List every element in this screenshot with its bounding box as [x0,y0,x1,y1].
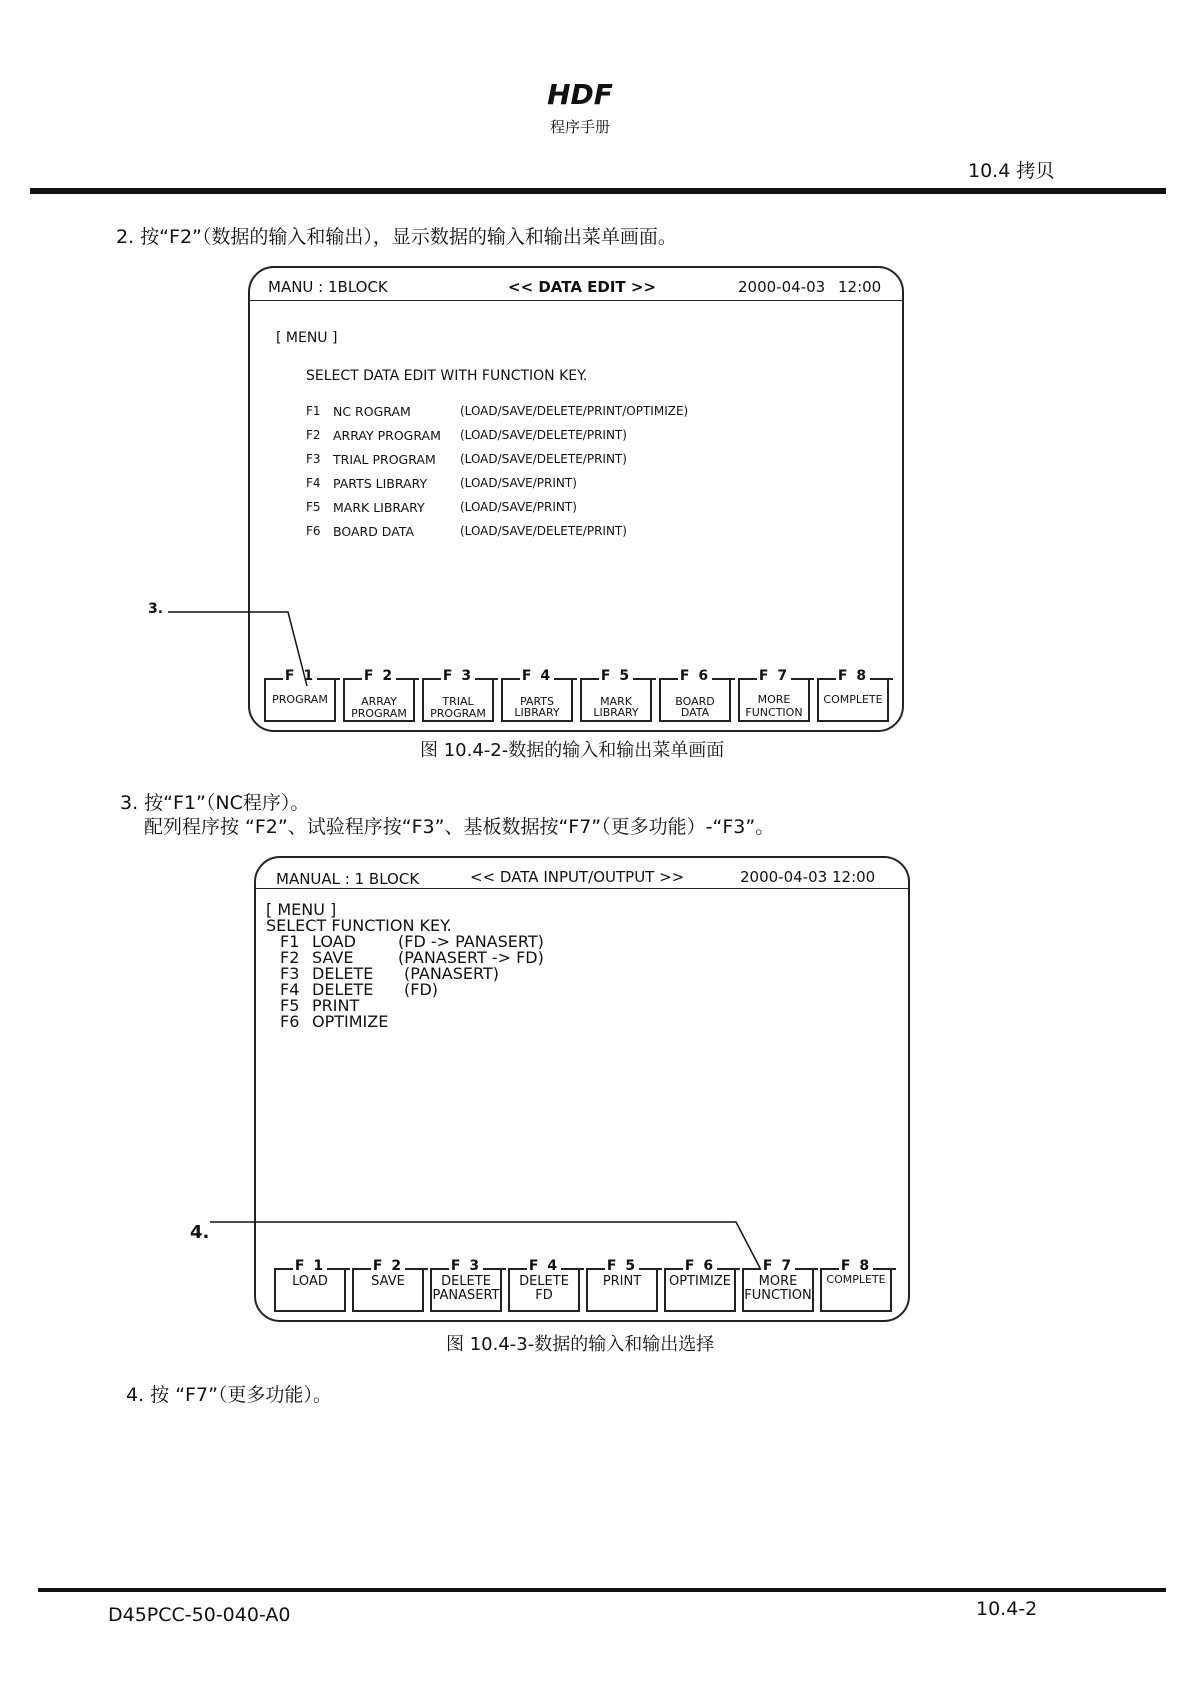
menu-prompt: SELECT FUNCTION KEY. [266,916,452,935]
fkey-name: F 4 [521,668,553,684]
fkey-name: F 6 [679,668,711,684]
manual-brand-title: HDF [547,78,613,111]
callout-3-leader [160,600,320,690]
screen-mode: MANUAL : 1 BLOCK [276,870,420,888]
fkey-name: F 5 [606,1258,638,1274]
menu-row: F1 NC ROGRAM (LOAD/SAVE/DELETE/PRINT/OPTIMIZE) [306,404,689,419]
screen-title: << DATA INPUT/OUTPUT >> [470,868,685,886]
fkey-name: F 1 [294,1258,326,1274]
section-reference: 10.4 拷贝 [968,160,1055,182]
menu-list [280,932,700,1031]
menu-row: F5 PRINT [280,996,360,1015]
step-3-text: 3. 按“F1”（NC程序）。 [120,792,310,814]
function-key-bar [264,668,894,722]
step-4-text: 4. 按 “F7”（更多功能）。 [126,1384,332,1406]
screen-time: 12:00 [832,868,876,886]
f1-load-key[interactable]: F 1 LOAD [274,1268,346,1312]
screen-mode: MANU : 1BLOCK [268,278,388,296]
header-rule [30,188,1166,194]
f3-delete-panasert-key[interactable]: F 3 DELETE PANASERT [430,1268,502,1312]
screen-title: << DATA EDIT >> [508,278,657,296]
menu-row: F3 DELETE (PANASERT) [280,964,499,983]
fkey-name: F 7 [758,668,790,684]
fkey-name: F 3 [450,1258,482,1274]
f5-mark-library-key[interactable]: F 5 MARK LIBRARY [580,678,652,722]
menu-row: F5 MARK LIBRARY (LOAD/SAVE/PRINT) [306,500,577,515]
f7-more-function-key[interactable]: F 7 MORE FUNCTION [742,1268,814,1312]
figure-caption-2: 图 10.4-3-数据的输入和输出选择 [446,1334,715,1355]
f8-complete-key[interactable]: F 8 COMPLETE [817,678,889,722]
fkey-name: F 8 [840,1258,872,1274]
screen-date: 2000-04-03 [738,278,826,296]
fkey-name: F 2 [363,668,395,684]
f3-trial-program-key[interactable]: F 3 TRIAL PROGRAM [422,678,494,722]
f7-more-function-key[interactable]: F 7 MORE FUNCTION [738,678,810,722]
fkey-name: F 5 [600,668,632,684]
callout-4-leader [206,1212,766,1272]
document-id: D45PCC-50-040-A0 [108,1604,291,1626]
function-key-bar [274,1258,902,1312]
menu-row: F6 OPTIMIZE [280,1012,389,1031]
menu-prompt: SELECT DATA EDIT WITH FUNCTION KEY. [306,368,588,384]
menu-row: F3 TRIAL PROGRAM (LOAD/SAVE/DELETE/PRINT) [306,452,627,467]
callout-4-label: 4. [190,1222,210,1243]
page-number: 10.4-2 [976,1598,1038,1620]
menu-list [306,404,866,548]
f1-program-key[interactable]: F 1 PROGRAM [264,678,336,722]
fkey-name: F 4 [528,1258,560,1274]
step-3-detail: 配列程序按 “F2”、试验程序按“F3”、基板数据按“F7”（更多功能）-“F3”。 [144,816,775,838]
f8-complete-key[interactable]: F 8 COMPLETE [820,1268,892,1312]
f6-optimize-key[interactable]: F 6 OPTIMIZE [664,1268,736,1312]
figure-caption-1: 图 10.4-2-数据的输入和输出菜单画面 [420,740,725,761]
fkey-name: F 8 [837,668,869,684]
f2-save-key[interactable]: F 2 SAVE [352,1268,424,1312]
f4-parts-library-key[interactable]: F 4 PARTS LIBRARY [501,678,573,722]
menu-row: F2 ARRAY PROGRAM (LOAD/SAVE/DELETE/PRINT) [306,428,627,443]
fkey-name: F 6 [684,1258,716,1274]
menu-row: F4 PARTS LIBRARY (LOAD/SAVE/PRINT) [306,476,577,491]
menu-row: F1 LOAD (FD -> PANASERT) [280,932,544,951]
f6-board-data-key[interactable]: F 6 BOARD DATA [659,678,731,722]
f2-array-program-key[interactable]: F 2 ARRAY PROGRAM [343,678,415,722]
f4-delete-fd-key[interactable]: F 4 DELETE FD [508,1268,580,1312]
menu-label: [ MENU ] [276,330,338,346]
callout-3-label: 3. [148,601,164,617]
fkey-name: F 2 [372,1258,404,1274]
footer-rule [38,1588,1166,1592]
fkey-name: F 1 [284,668,316,684]
screen-data-edit [248,266,904,732]
menu-row: F4 DELETE (FD) [280,980,439,999]
screen-date: 2000-04-03 [740,868,828,886]
fkey-name: F 7 [762,1258,794,1274]
screen-time: 12:00 [838,278,882,296]
step-2-text: 2. 按“F2”（数据的输入和输出），显示数据的输入和输出菜单画面。 [116,226,677,248]
f5-print-key[interactable]: F 5 PRINT [586,1268,658,1312]
menu-label: [ MENU ] [266,900,337,919]
menu-row: F6 BOARD DATA (LOAD/SAVE/DELETE/PRINT) [306,524,627,539]
manual-subtitle: 程序手册 [549,118,610,136]
fkey-name: F 3 [442,668,474,684]
menu-row: F2 SAVE (PANASERT -> FD) [280,948,544,967]
screen-header-bar [250,268,902,301]
screen-header-bar [256,858,908,889]
